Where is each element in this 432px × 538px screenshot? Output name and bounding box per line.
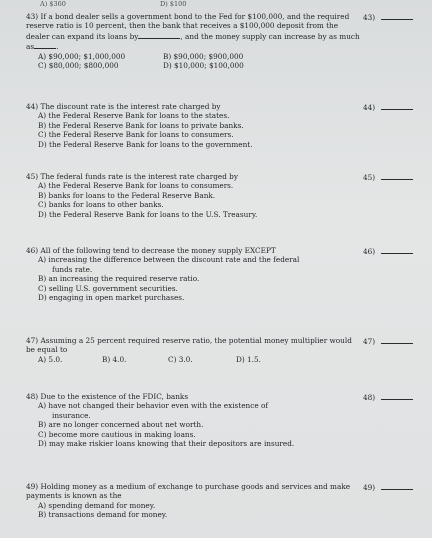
cutoff-choice-d: D) $100 [160, 0, 187, 8]
question-46 [26, 246, 421, 302]
choice-a[interactable]: A) spending demand for money. [38, 500, 156, 510]
choices [38, 355, 421, 364]
answer-slot-45[interactable]: 45) [363, 172, 421, 182]
question-45 [26, 172, 421, 219]
question-stem: 47) Assuming a 25 percent required reserve ratio, the potential money multiplier would be equal to [26, 336, 352, 355]
question-47 [26, 336, 421, 364]
choice-a[interactable]: A) the Federal Reserve Bank for loans to consumers. [38, 181, 234, 191]
choice-a[interactable]: A) $90,000; $1,000,000 [38, 51, 126, 61]
choice-d[interactable]: D) the Federal Reserve Bank for loans to the government. [38, 139, 253, 149]
choices [38, 501, 421, 520]
choices [38, 52, 421, 71]
choices [38, 111, 421, 149]
question-44 [26, 102, 421, 149]
choice-b[interactable]: B) transactions demand for money. [38, 510, 168, 520]
choice-a[interactable]: A) the Federal Reserve Bank for loans to the states. [38, 111, 230, 121]
choice-d[interactable]: D) may make riskier loans knowing that their depositors are insured. [38, 439, 295, 449]
choice-b[interactable]: B) 4.0. [102, 354, 127, 364]
choice-d[interactable]: D) $10,000; $100,000 [163, 61, 244, 71]
answer-slot-47[interactable]: 47) [363, 336, 421, 346]
choice-d[interactable]: D) 1.5. [236, 354, 261, 364]
choice-b[interactable]: B) banks for loans to the Federal Reserve Bank. [38, 190, 216, 200]
answer-slot-43[interactable]: 43) [363, 12, 421, 22]
answer-slot-48[interactable]: 48) [363, 392, 421, 402]
choice-a[interactable]: A) 5.0. [38, 354, 63, 364]
answer-slot-44[interactable]: 44) [363, 102, 421, 112]
choice-a[interactable]: A) increasing the difference between the discount rate and the federal funds rate. [38, 255, 300, 274]
choices [38, 255, 421, 302]
choice-c[interactable]: C) the Federal Reserve Bank for loans to consumers. [38, 130, 234, 140]
question-stem: 46) All of the following tend to decrease the money supply EXCEPT [26, 246, 276, 255]
question-stem: 44) The discount rate is the interest rate charged by [26, 102, 221, 111]
question-stem: 45) The federal funds rate is the interest rate charged by [26, 172, 238, 181]
choice-c[interactable]: C) become more cautious in making loans. [38, 429, 196, 439]
choice-b[interactable]: B) an increasing the required reserve ratio. [38, 274, 200, 284]
choice-b[interactable]: B) are no longer concerned about net worth. [38, 420, 204, 430]
choice-b[interactable]: B) the Federal Reserve Bank for loans to private banks. [38, 120, 244, 130]
question-stem: 49) Holding money as a medium of exchange to purchase goods and services and make payments is known as the [26, 482, 351, 501]
choice-d[interactable]: D) the Federal Reserve Bank for loans to the U.S. Treasury. [38, 209, 258, 219]
question-48 [26, 392, 421, 448]
cutoff-choice-a: A) $360 [40, 0, 66, 8]
choices [38, 401, 421, 448]
choice-c[interactable]: C) 3.0. [168, 354, 193, 364]
choice-b[interactable]: B) $90,000; $900,000 [163, 51, 244, 61]
answer-slot-46[interactable]: 46) [363, 246, 421, 256]
choice-c[interactable]: C) selling U.S. government securities. [38, 283, 178, 293]
question-stem: 43) If a bond dealer sells a government bond to the Fed for $100,000, and the required reserve ratio is 10 percent, then the bank that receives a $100,000 deposit from the dealer can expand its loans by , and the money supply can increase by as much as . [26, 12, 360, 52]
choice-c[interactable]: C) $80,000; $800,000 [38, 61, 119, 71]
choice-a[interactable]: A) have not changed their behavior even with the existence of insurance. [38, 401, 269, 420]
question-49 [26, 482, 421, 520]
choices [38, 181, 421, 219]
answer-slot-49[interactable]: 49) [363, 482, 421, 492]
question-stem: 48) Due to the existence of the FDIC, banks [26, 392, 189, 401]
choice-c[interactable]: C) banks for loans to other banks. [38, 200, 164, 210]
question-43 [26, 12, 421, 70]
choice-d[interactable]: D) engaging in open market purchases. [38, 293, 185, 303]
